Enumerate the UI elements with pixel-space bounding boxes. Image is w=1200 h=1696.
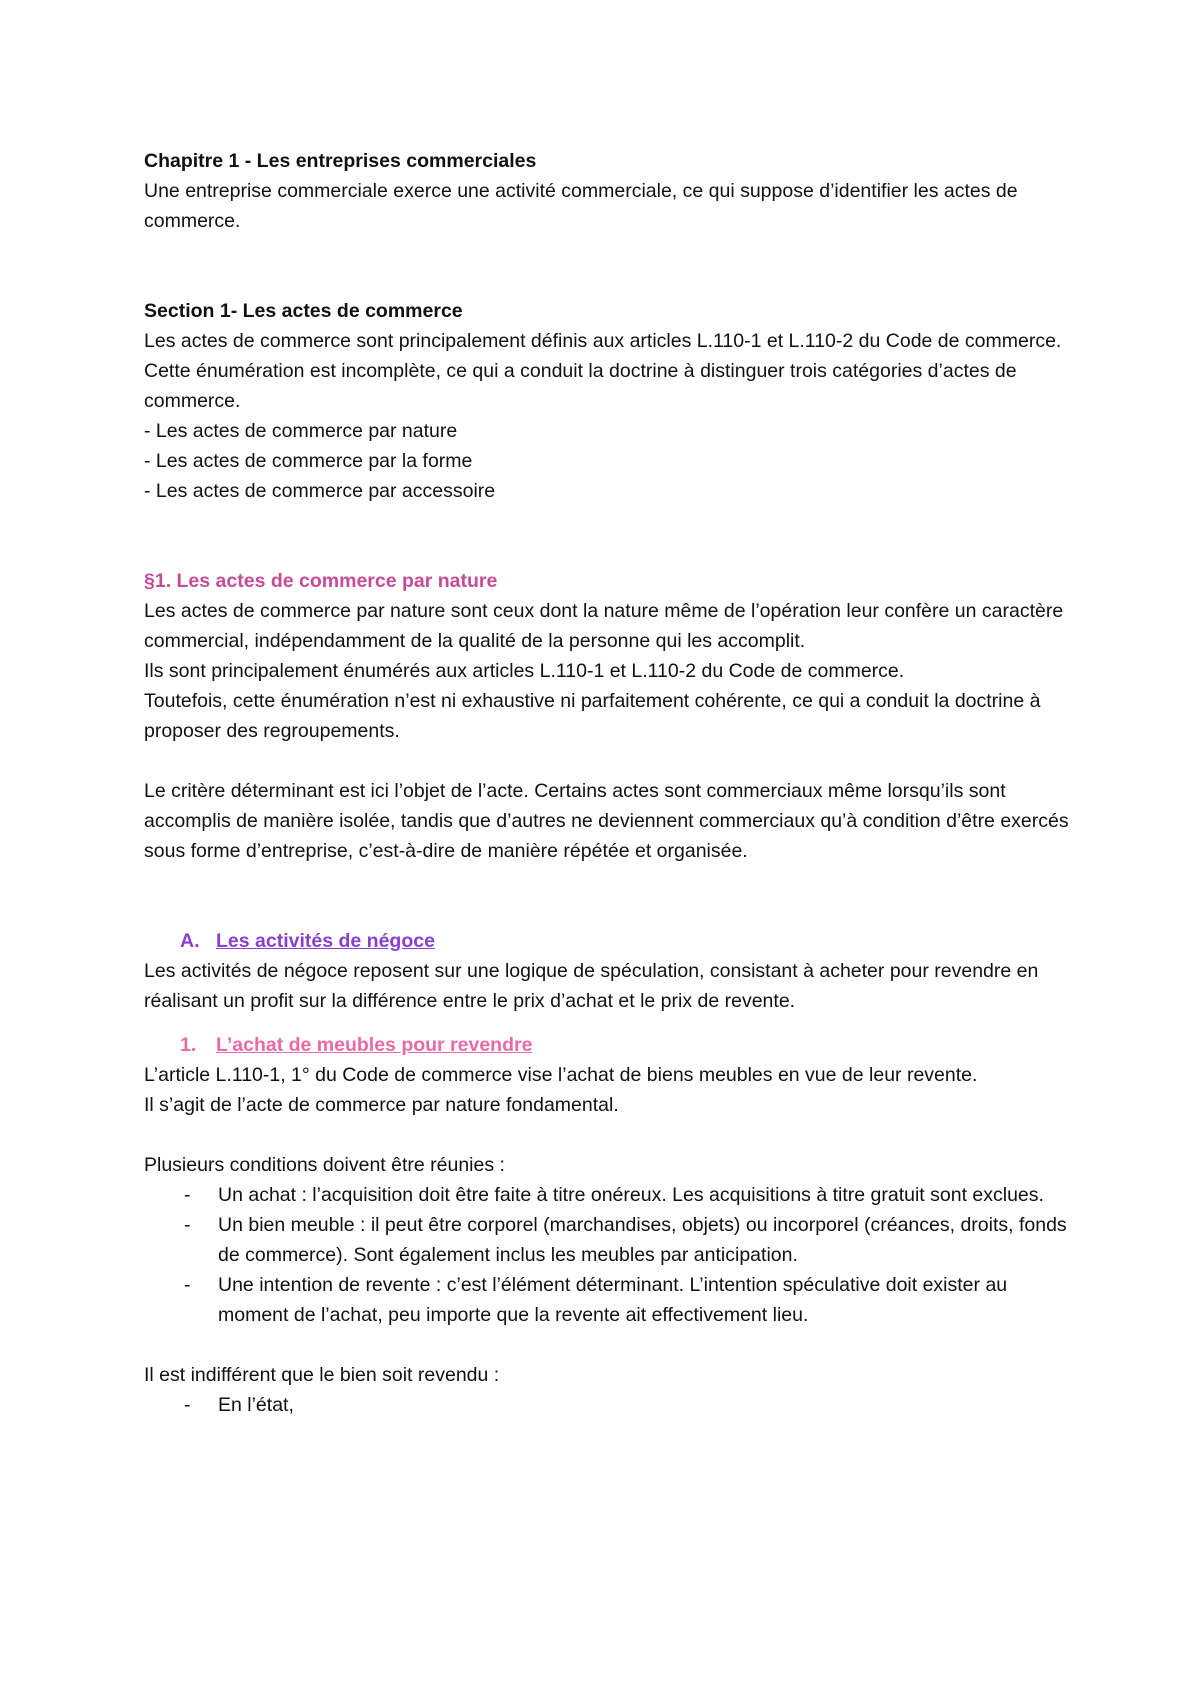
list-item bbox=[144, 1390, 1074, 1420]
conditions-intro: Plusieurs conditions doivent être réunies : bbox=[144, 1154, 505, 1176]
list-item-text: Une intention de revente : c’est l’élément déterminant. L’intention spéculative doit exister au moment de l’achat, peu importe que la revente ait effectivement lieu. bbox=[218, 1274, 1008, 1326]
paragraph-heading: §1. Les actes de commerce par nature bbox=[144, 570, 498, 592]
body-paragraph: Il s’agit de l’acte de commerce par nature fondamental. bbox=[144, 1094, 619, 1116]
resale-intro: Il est indifférent que le bien soit revendu : bbox=[144, 1364, 500, 1386]
chapter-intro: Une entreprise commerciale exerce une activité commerciale, ce qui suppose d’identifier les actes de commerce. bbox=[144, 180, 1018, 232]
list-item bbox=[144, 1270, 1074, 1330]
list-dash: - bbox=[184, 1214, 191, 1236]
list-dash: - bbox=[184, 1184, 191, 1206]
resale-list bbox=[144, 1390, 1074, 1420]
body-paragraph: Le critère déterminant est ici l’objet de l’acte. Certains actes sont commerciaux même lorsqu’ils sont accomplis de manière isolée, tandis que d’autres ne deviennent commerciaux qu’à condition d’être exercés sous forme d’entreprise, c’est-à-dire de manière répétée et organisée. bbox=[144, 780, 1069, 862]
heading-text: Les activités de négoce bbox=[216, 930, 435, 952]
body-paragraph: Ils sont principalement énumérés aux articles L.110-1 et L.110-2 du Code de commerce. bbox=[144, 660, 905, 682]
subsection-heading-a bbox=[144, 926, 1074, 956]
body-paragraph: Les activités de négoce reposent sur une logique de spéculation, consistant à acheter pour revendre en réalisant un profit sur la différence entre le prix d’achat et le prix de revente. bbox=[144, 960, 1039, 1012]
list-item bbox=[144, 1180, 1074, 1210]
heading-marker: A. bbox=[180, 930, 200, 952]
heading-marker: 1. bbox=[180, 1034, 197, 1056]
list-item bbox=[144, 1210, 1074, 1270]
document-body bbox=[144, 146, 1074, 1420]
section-paragraph: Les actes de commerce sont principalement définis aux articles L.110-1 et L.110-2 du Code de commerce. bbox=[144, 330, 1062, 352]
conditions-list bbox=[144, 1180, 1074, 1330]
heading-text: L’achat de meubles pour revendre bbox=[216, 1034, 533, 1056]
subsection-heading-1 bbox=[144, 1030, 1074, 1060]
list-dash: - bbox=[184, 1274, 191, 1296]
section-title: Section 1- Les actes de commerce bbox=[144, 300, 463, 322]
list-item-text: Un bien meuble : il peut être corporel (marchandises, objets) ou incorporel (créances, droits, fonds de commerce). Sont également inclus les meubles par anticipation. bbox=[218, 1214, 1067, 1266]
body-paragraph: Les actes de commerce par nature sont ceux dont la nature même de l’opération leur confère un caractère commercial, indépendamment de la qualité de la personne qui les accomplit. bbox=[144, 600, 1064, 652]
category-item: - Les actes de commerce par la forme bbox=[144, 450, 473, 472]
list-item-text: Un achat : l’acquisition doit être faite à titre onéreux. Les acquisitions à titre gratuit sont exclues. bbox=[218, 1184, 1044, 1206]
list-dash: - bbox=[184, 1394, 191, 1416]
chapter-title: Chapitre 1 - Les entreprises commerciales bbox=[144, 150, 537, 172]
body-paragraph: Toutefois, cette énumération n’est ni exhaustive ni parfaitement cohérente, ce qui a conduit la doctrine à proposer des regroupements. bbox=[144, 690, 1041, 742]
section-paragraph: Cette énumération est incomplète, ce qui a conduit la doctrine à distinguer trois catégories d’actes de commerce. bbox=[144, 360, 1017, 412]
category-item: - Les actes de commerce par accessoire bbox=[144, 480, 496, 502]
category-item: - Les actes de commerce par nature bbox=[144, 420, 458, 442]
body-paragraph: L’article L.110-1, 1° du Code de commerce vise l’achat de biens meubles en vue de leur revente. bbox=[144, 1064, 978, 1086]
list-item-text: En l’état, bbox=[218, 1394, 294, 1416]
